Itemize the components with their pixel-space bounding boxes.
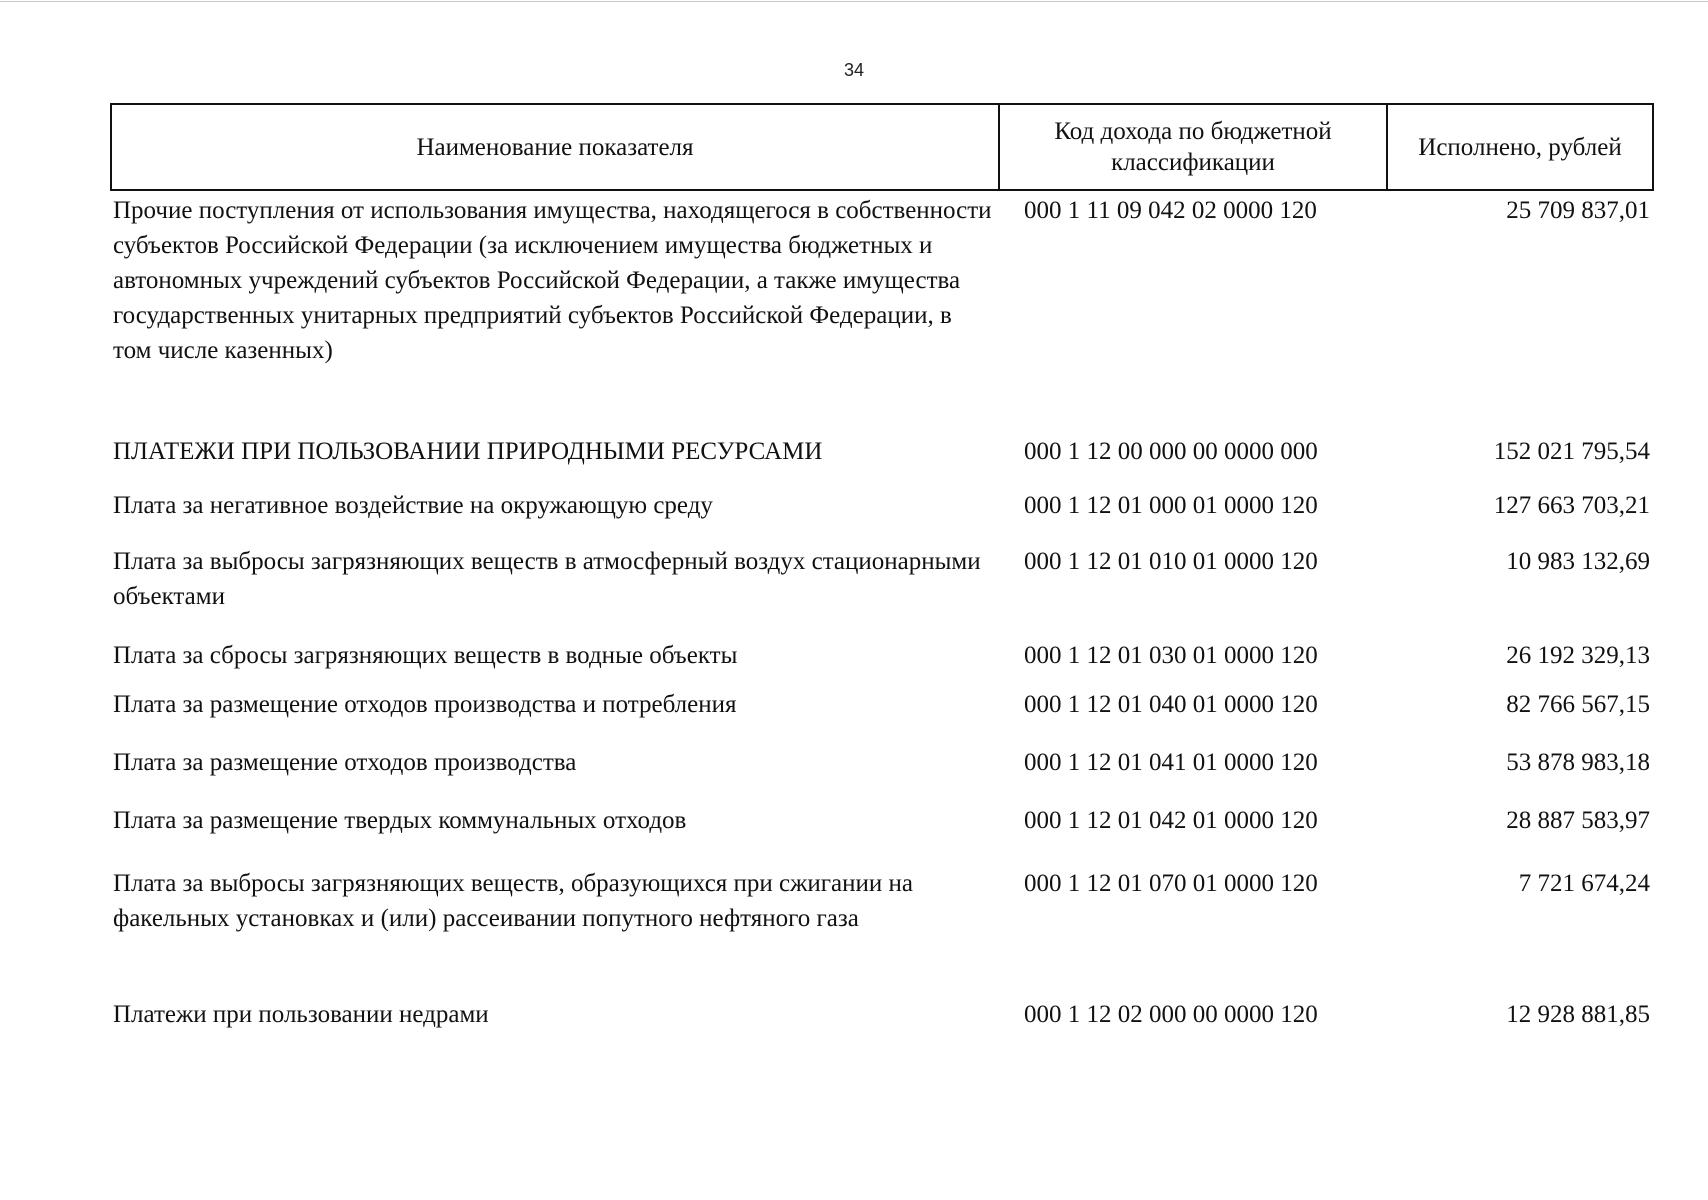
header-code: Код дохода по бюджетной классификации xyxy=(1000,105,1388,189)
row-amount: 26 192 329,13 xyxy=(1506,642,1650,669)
row-code: 000 1 12 01 042 01 0000 120 xyxy=(1024,807,1318,834)
row-name: Плата за негативное воздействие на окружающую среду xyxy=(113,492,713,519)
row-name: Платежи при пользовании недрами xyxy=(113,1001,489,1028)
row-code: 000 1 12 01 041 01 0000 120 xyxy=(1024,749,1318,776)
row-amount: 82 766 567,15 xyxy=(1506,691,1650,718)
row-name: Плата за сбросы загрязняющих веществ в водные объекты xyxy=(113,642,738,669)
row-name: Плата за выбросы загрязняющих веществ, образующихся при сжигании на факельных установках и (или) рассеивании попутного нефтяного газа xyxy=(113,870,914,932)
row-name: ПЛАТЕЖИ ПРИ ПОЛЬЗОВАНИИ ПРИРОДНЫМИ РЕСУРСАМИ xyxy=(113,438,823,465)
page-number: 34 xyxy=(843,60,865,80)
row-amount: 7 721 674,24 xyxy=(1518,870,1650,897)
row-code: 000 1 12 01 010 01 0000 120 xyxy=(1024,548,1318,575)
row-code: 000 1 11 09 042 02 0000 120 xyxy=(1024,197,1317,224)
row-amount: 28 887 583,97 xyxy=(1506,807,1650,834)
row-amount: 53 878 983,18 xyxy=(1506,749,1650,776)
row-amount: 10 983 132,69 xyxy=(1506,548,1650,575)
row-name: Прочие поступления от использования имущества, находящегося в собственности субъектов Российской Федерации (за исключением имущества бюджетных и автономных учреждений субъектов Российской Федерации, а также имущества государственных унитарных предприятий субъектов Российской Федерации, в том числе казенных) xyxy=(113,197,992,364)
row-code: 000 1 12 01 040 01 0000 120 xyxy=(1024,691,1318,718)
row-name: Плата за размещение твердых коммунальных отходов xyxy=(113,807,687,834)
row-code: 000 1 12 02 000 00 0000 120 xyxy=(1024,1001,1318,1028)
table-header xyxy=(110,103,1654,191)
row-name: Плата за выбросы загрязняющих веществ в атмосферный воздух стационарными объектами xyxy=(113,548,981,610)
row-amount: 12 928 881,85 xyxy=(1506,1001,1650,1028)
row-code: 000 1 12 01 000 01 0000 120 xyxy=(1024,492,1318,519)
row-code: 000 1 12 01 070 01 0000 120 xyxy=(1024,870,1318,897)
scan-edge-line xyxy=(0,1,1708,2)
row-amount: 25 709 837,01 xyxy=(1506,197,1650,224)
row-code: 000 1 12 00 000 00 0000 000 xyxy=(1024,438,1318,465)
header-amount: Исполнено, рублей xyxy=(1418,133,1622,161)
row-code: 000 1 12 01 030 01 0000 120 xyxy=(1024,642,1318,669)
row-amount: 127 663 703,21 xyxy=(1493,492,1650,519)
header-name: Наименование показателя xyxy=(112,105,1000,189)
row-name: Плата за размещение отходов производства и потребления xyxy=(113,691,737,718)
row-amount: 152 021 795,54 xyxy=(1493,438,1650,465)
row-name: Плата за размещение отходов производства xyxy=(113,749,577,776)
